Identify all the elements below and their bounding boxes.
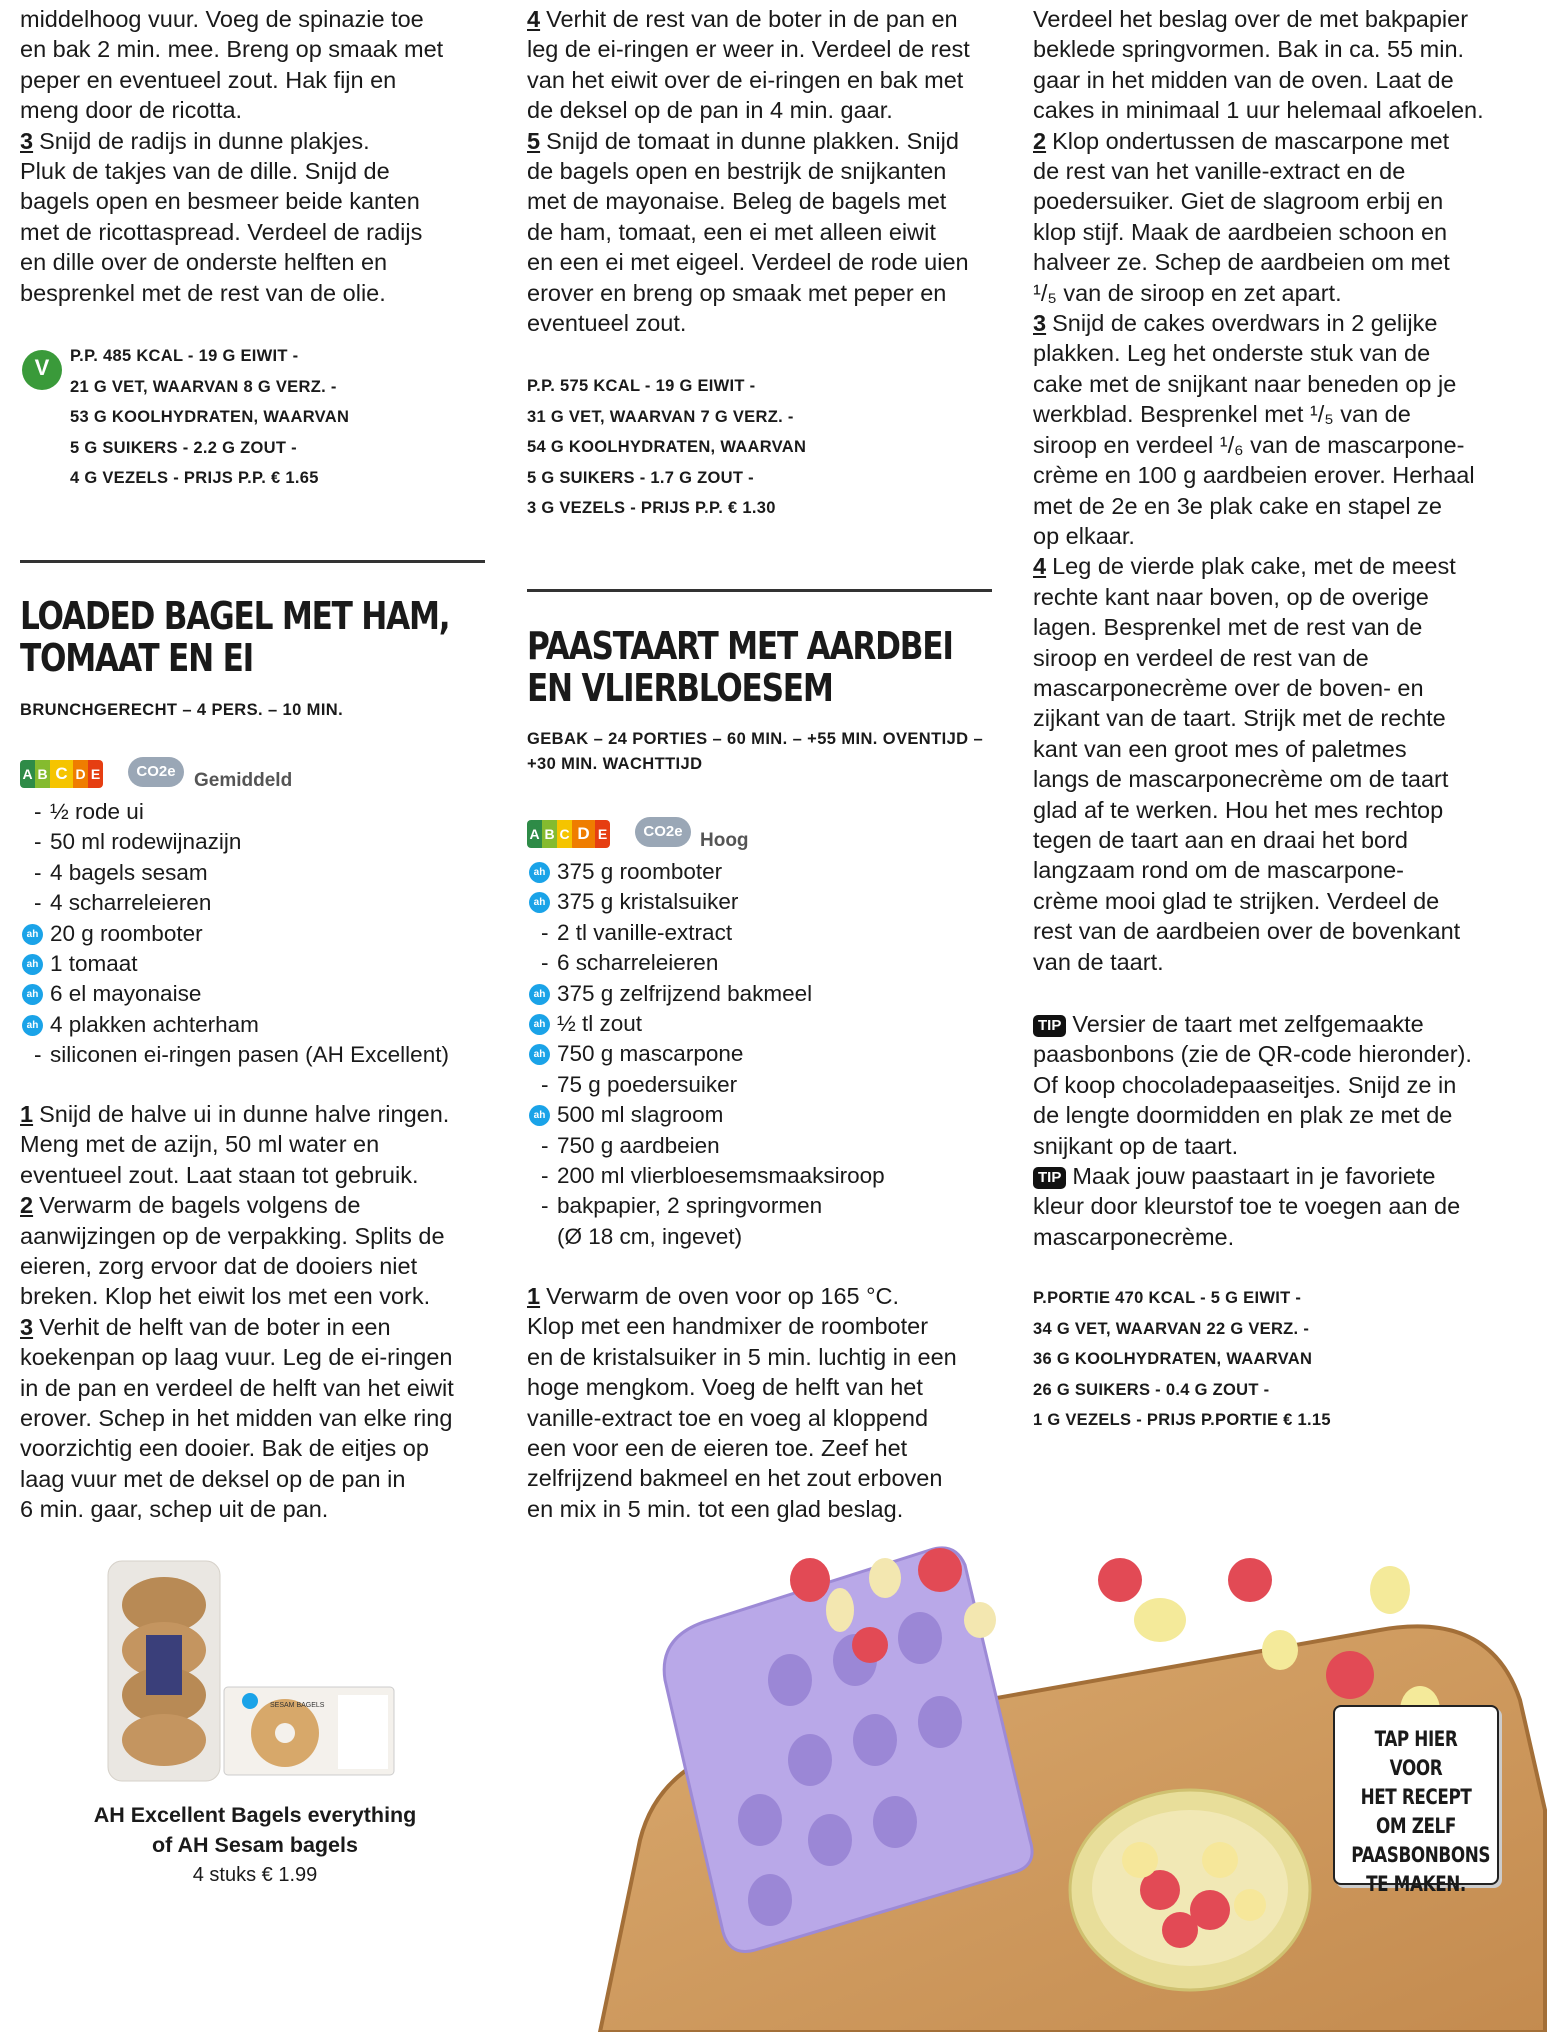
product-price: 4 stuks € 1.99 xyxy=(192,1864,318,1886)
bullet: - xyxy=(541,1132,549,1158)
text-line: lagen. Besprenkel met de rest van de xyxy=(1033,614,1423,641)
step-5 xyxy=(527,126,997,339)
text-line: eventueel zout. Laat staan tot gebruik. xyxy=(20,1161,419,1188)
ingredient-text: 750 g mascarpone xyxy=(557,1041,744,1067)
nutrition-text xyxy=(527,371,806,524)
text-line: rest van de aardbeien over de bovenkant xyxy=(1033,918,1461,945)
ingredient-text: 75 g poedersuiker xyxy=(557,1071,738,1097)
text-line: Klop ondertussen de mascarpone met xyxy=(1052,127,1450,154)
ingredient-text: 375 g roomboter xyxy=(557,859,723,884)
text-line: snijkant op de taart. xyxy=(1033,1132,1239,1159)
text-line: poedersuiker. Giet de slagroom erbij en xyxy=(1033,188,1444,215)
column-middle xyxy=(527,4,997,338)
text-line: op elkaar. xyxy=(1033,522,1135,549)
text-line: 4 G VEZELS - PRIJS P.P. € 1.65 xyxy=(70,469,319,487)
text-line: in de pan en verdeel de helft van het eiwit xyxy=(20,1374,454,1401)
nutrition-info-paastaart xyxy=(1033,1283,1331,1436)
ingredient-item xyxy=(529,1222,885,1252)
nutri-score-b: B xyxy=(542,820,557,848)
ingredient-text: 6 scharreleieren xyxy=(557,950,719,976)
ingredient-item xyxy=(529,1131,885,1161)
text-line: Snijd de cakes overdwars in 2 gelijke xyxy=(1052,310,1438,337)
ingredient-item xyxy=(529,887,885,917)
text-line: kant van een groot mes of paletmes xyxy=(1033,735,1407,762)
text-line: 3 G VEZELS - PRIJS P.P. € 1.30 xyxy=(527,499,776,517)
text-line: siroop en verdeel de rest van de xyxy=(1033,644,1369,671)
ingredient-item xyxy=(22,979,449,1009)
text-line: Verhit de helft van de boter in een xyxy=(39,1313,391,1340)
tips xyxy=(1033,1009,1523,1252)
text-line: cakes in minimaal 1 uur helemaal afkoelen. xyxy=(1033,97,1484,124)
recipe-title-bagel: LOADED BAGEL MET HAM, TOMAAT EN EI xyxy=(20,594,450,680)
text-line: kleur door kleurstof toe te voegen aan de xyxy=(1033,1193,1461,1220)
text-line: vanille-extract toe en voeg al kloppend xyxy=(527,1404,929,1431)
ah-product-icon: ah xyxy=(529,1105,550,1126)
text-line: en dille over de onderste helften en xyxy=(20,249,388,276)
text-line: 6 min. gaar, schep uit de pan. xyxy=(20,1496,329,1523)
text-line: bagels open en besmeer beide kanten xyxy=(20,188,420,215)
text-line: tegen de taart aan en draai het bord xyxy=(1033,826,1408,853)
bullet: - xyxy=(34,829,42,855)
text-line: 21 G VET, WAARVAN 8 G VERZ. - xyxy=(70,377,337,396)
nutrition-info-ricotta xyxy=(70,341,349,494)
ingredient-item xyxy=(529,948,885,978)
step-number: 2 xyxy=(20,1192,34,1219)
qr-recipe-link[interactable] xyxy=(1333,1705,1499,1896)
nutri-score-b: B xyxy=(35,760,50,788)
product-name-2: of AH Sesam bagels xyxy=(152,1833,358,1857)
ingredient-text: 500 ml slagroom xyxy=(557,1102,724,1128)
text-line: van de taart. xyxy=(1033,948,1164,975)
bullet: - xyxy=(34,1042,42,1068)
text-line: de ham, tomaat, een ei met alleen eiwit xyxy=(527,218,936,245)
nutri-score-a: A xyxy=(527,820,542,848)
steps-bagel xyxy=(20,1099,500,1525)
nutri-score-d: D xyxy=(73,760,88,788)
text-line: zelfrijzend bakmeel en het zout erboven xyxy=(527,1465,943,1492)
tip-1 xyxy=(1033,1009,1523,1161)
intro-text xyxy=(1033,4,1513,126)
divider xyxy=(527,589,992,592)
product-caption xyxy=(70,1800,440,1890)
ingredient-item xyxy=(529,979,885,1009)
text-line: meng door de ricotta. xyxy=(20,97,243,124)
text-line: besprenkel met de rest van de olie. xyxy=(20,279,386,306)
step-number: 5 xyxy=(527,127,541,154)
ingredient-text: 375 g kristalsuiker xyxy=(557,889,739,915)
text-line: van het eiwit over de ei-ringen en bak met xyxy=(527,66,964,93)
text-line: breken. Klop het eiwit los met een vork. xyxy=(20,1283,431,1310)
bullet: - xyxy=(34,890,42,916)
step-number: 3 xyxy=(20,1313,34,1340)
text-line: en mix in 5 min. tot een glad beslag. xyxy=(527,1495,904,1522)
ingredient-item xyxy=(529,1161,885,1191)
text-line: Leg de vierde plak cake, met de meest xyxy=(1052,553,1456,580)
text-line: paasbonbons (zie de QR-code hieronder). xyxy=(1033,1041,1472,1068)
text-line: peper en eventueel zout. Hak fijn en xyxy=(20,66,397,93)
step-number: 3 xyxy=(20,127,34,154)
tip-badge: TIP xyxy=(1033,1167,1066,1189)
steps-paastaart xyxy=(1033,126,1513,977)
ingredient-text: siliconen ei-ringen pasen (AH Excellent) xyxy=(50,1042,449,1068)
nutri-score-c: C xyxy=(557,820,572,848)
text-line: beklede springvormen. Bak in ca. 55 min. xyxy=(1033,36,1465,63)
text-line: Of koop chocoladepaaseitjes. Snijd ze in xyxy=(1033,1071,1457,1098)
ingredient-text: 2 tl vanille-extract xyxy=(557,919,733,945)
text-line: met de 2e en 3e plak cake en stapel ze xyxy=(1033,492,1442,519)
text-line: halveer ze. Schep de aardbeien om met xyxy=(1033,249,1450,276)
ingredient-text: ½ rode ui xyxy=(50,799,144,824)
step-1 xyxy=(20,1099,500,1190)
text-line: de deksel op de pan in 4 min. gaar. xyxy=(527,97,893,124)
step-2 xyxy=(20,1190,500,1312)
text-line: Snijd de halve ui in dunne halve ringen. xyxy=(39,1101,450,1127)
step-number: 1 xyxy=(20,1101,34,1127)
text-line: Pluk de takjes van de dille. Snijd de xyxy=(20,158,390,185)
ingredient-text: 50 ml rodewijnazijn xyxy=(50,829,242,855)
text-line: en een ei met eigeel. Verdeel de rode uien xyxy=(527,249,969,276)
text-line: langzaam rond om de mascarpone- xyxy=(1033,857,1404,884)
ingredient-item xyxy=(22,827,449,857)
ingredient-list-bagel xyxy=(22,797,449,1071)
text-line: Maak jouw paastaart in je favoriete xyxy=(1072,1163,1436,1190)
text-line: zijkant van de taart. Strijk met de rechte xyxy=(1033,705,1446,732)
text-line: 1 G VEZELS - PRIJS P.PORTIE € 1.15 xyxy=(1033,1411,1331,1429)
ingredient-text: 20 g roomboter xyxy=(50,920,203,946)
ah-product-icon: ah xyxy=(22,924,43,945)
ah-product-icon: ah xyxy=(22,1015,43,1036)
text-line: erover. Schep in het midden van elke ring xyxy=(20,1405,453,1432)
column-left xyxy=(20,4,490,308)
text-line: 36 G KOOLHYDRATEN, WAARVAN xyxy=(1033,1350,1313,1368)
ingredient-item xyxy=(529,1039,885,1069)
text-line: HET RECEPT xyxy=(1360,1785,1472,1809)
text-line: OM ZELF xyxy=(1376,1814,1456,1838)
tip-badge: TIP xyxy=(1033,1015,1066,1037)
text-line: P.PORTIE 470 KCAL - 5 G EIWIT - xyxy=(1033,1289,1302,1307)
text-line: P.P. 485 KCAL - 19 G EIWIT - xyxy=(70,347,299,365)
text-line: siroop en verdeel ¹/₆ van de mascarpone- xyxy=(1033,431,1465,458)
ingredient-item xyxy=(22,888,449,918)
ingredient-item xyxy=(529,1070,885,1100)
text-line: middelhoog vuur. Voeg de spinazie toe xyxy=(20,6,424,32)
text-line: 5 G SUIKERS - 1.7 G ZOUT - xyxy=(527,468,754,487)
ingredient-text: 750 g aardbeien xyxy=(557,1132,720,1158)
step-3 xyxy=(20,126,490,308)
text-line: aanwijzingen op de verpakking. Splits de xyxy=(20,1222,445,1249)
recipe-meta-paastaart: GEBAK – 24 PORTIES – 60 MIN. – +55 MIN. OVENTIJD – +30 MIN. WACHTTIJD xyxy=(527,730,984,773)
nutrition-info-bagel xyxy=(527,371,806,524)
nutri-score-badge xyxy=(20,760,103,788)
text-line: eventueel zout. xyxy=(527,310,687,337)
text-line: mascarponecrème over de boven- en xyxy=(1033,674,1424,701)
text-line: de rest van het vanille-extract en de xyxy=(1033,158,1406,185)
ingredient-item xyxy=(529,1009,885,1039)
nutri-score-e: E xyxy=(595,820,610,848)
text-line: Verdeel het beslag over de met bakpapier xyxy=(1033,6,1469,32)
text-line: P.P. 575 KCAL - 19 G EIWIT - xyxy=(527,377,756,395)
nutri-score-d: D xyxy=(572,820,595,848)
co2-label: Hoog xyxy=(700,830,749,851)
step-4 xyxy=(527,4,997,126)
text-line: de lengte doormidden en plak ze met de xyxy=(1033,1102,1453,1129)
bullet: - xyxy=(541,1071,549,1097)
ingredient-text: 6 el mayonaise xyxy=(50,981,202,1007)
nutri-score-c: C xyxy=(50,760,73,788)
text-line: voorzichtig een dooier. Bak de eitjes op xyxy=(20,1435,429,1462)
ingredient-item xyxy=(22,858,449,888)
text-line: klop stijf. Maak de aardbeien schoon en xyxy=(1033,218,1448,245)
text-line: werkblad. Besprenkel met ¹/₅ van de xyxy=(1033,401,1411,428)
ingredient-text: 4 bagels sesam xyxy=(50,859,208,885)
ingredient-item xyxy=(529,1191,885,1221)
text-line: mascarponecrème. xyxy=(1033,1223,1235,1250)
text-line: rechte kant naar boven, op de overige xyxy=(1033,583,1429,610)
text-line: koekenpan op laag vuur. Leg de ei-ringen xyxy=(20,1344,453,1371)
step-number: 1 xyxy=(527,1283,541,1309)
nutri-score-e: E xyxy=(88,760,103,788)
ingredient-text: ½ tl zout xyxy=(557,1010,643,1036)
text-line: Klop met een handmixer de roomboter xyxy=(527,1313,929,1340)
text-line: Verhit de rest van de boter in de pan en xyxy=(546,6,958,32)
ah-product-icon: ah xyxy=(22,984,43,1005)
product-name-1: AH Excellent Bagels everything xyxy=(93,1803,417,1827)
text-line: Verwarm de oven voor op 165 °C. xyxy=(546,1283,900,1309)
text-line: Snijd de tomaat in dunne plakken. Snijd xyxy=(546,127,959,154)
text-line: 54 G KOOLHYDRATEN, WAARVAN xyxy=(527,438,807,456)
text-line: ¹/₅ van de siroop en zet apart. xyxy=(1033,279,1342,306)
text-line: TE MAKEN. xyxy=(1366,1872,1466,1896)
text-line: Verwarm de bagels volgens de xyxy=(39,1192,361,1219)
ingredient-item xyxy=(529,1100,885,1130)
text-line: cake met de snijkant naar beneden op je xyxy=(1033,370,1457,397)
text-line: 5 G SUIKERS - 2.2 G ZOUT - xyxy=(70,438,297,457)
text-line: 34 G VET, WAARVAN 22 G VERZ. - xyxy=(1033,1319,1310,1338)
bullet: - xyxy=(541,950,549,976)
text-line: erover en breng op smaak met peper en xyxy=(527,279,947,306)
text-line: PAASBONBONS xyxy=(1351,1843,1491,1867)
text-line: TAP HIER VOOR xyxy=(1374,1727,1458,1780)
text-line: met de ricottaspread. Verdeel de radijs xyxy=(20,218,423,245)
step-number: 2 xyxy=(1033,127,1047,154)
text-line: laag vuur met de deksel op de pan in xyxy=(20,1465,406,1492)
ingredient-text: 200 ml vlierbloesemsmaaksiroop xyxy=(557,1162,885,1188)
step-3 xyxy=(20,1312,500,1525)
ingredient-item xyxy=(22,919,449,949)
step-number: 4 xyxy=(527,6,541,32)
nutrition-text xyxy=(70,341,349,494)
ah-product-icon: ah xyxy=(22,954,43,975)
text-line: een voor een de eieren toe. Zeef het xyxy=(527,1435,908,1462)
text-line: hoge mengkom. Voeg de helft van het xyxy=(527,1374,923,1401)
ah-product-icon: ah xyxy=(529,1044,550,1065)
step-2 xyxy=(1033,126,1513,308)
qr-recipe-text xyxy=(1351,1707,1491,1899)
column-right xyxy=(1033,4,1513,977)
text-line: en bak 2 min. mee. Breng op smaak met xyxy=(20,36,444,63)
ingredient-text: 4 plakken achterham xyxy=(50,1011,259,1037)
text-line: met de mayonaise. Beleg de bagels met xyxy=(527,188,947,215)
ingredient-text: (Ø 18 cm, ingevet) xyxy=(557,1223,743,1249)
text-line: leg de ei-ringen er weer in. Verdeel de rest xyxy=(527,36,970,63)
text-line: crème mooi glad te strijken. Verdeel de xyxy=(1033,887,1440,914)
nutri-score-badge xyxy=(527,820,610,848)
ah-product-icon: ah xyxy=(529,1014,550,1035)
co2-label: Gemiddeld xyxy=(194,770,293,791)
ingredient-text: bakpapier, 2 springvormen xyxy=(557,1193,823,1219)
ingredient-item xyxy=(22,949,449,979)
divider xyxy=(20,560,485,563)
step-3 xyxy=(1033,308,1513,551)
nutri-score-a: A xyxy=(20,760,35,788)
text-line: en de kristalsuiker in 5 min. luchtig in een xyxy=(527,1343,957,1370)
bullet: - xyxy=(34,859,42,885)
text-line: 53 G KOOLHYDRATEN, WAARVAN xyxy=(70,408,350,426)
intro-text xyxy=(20,4,490,126)
ah-product-icon: ah xyxy=(529,984,550,1005)
text-line: de bagels open en bestrijk de snijkanten xyxy=(527,158,947,185)
text-line: crème en 100 g aardbeien erover. Herhaal xyxy=(1033,462,1475,489)
ingredient-item xyxy=(22,1040,449,1070)
intro-paragraph xyxy=(20,4,490,126)
recipe-title-paastaart: PAASTAART MET AARDBEI EN VLIERBLOESEM xyxy=(527,624,953,710)
ingredient-text: 1 tomaat xyxy=(50,950,138,976)
ah-product-icon: ah xyxy=(529,892,550,913)
step-number: 4 xyxy=(1033,553,1047,580)
text-line: langs de mascarponecrème om de taart xyxy=(1033,766,1449,793)
text-line: 26 G SUIKERS - 0.4 G ZOUT - xyxy=(1033,1380,1270,1399)
text-line: plakken. Leg het onderste stuk van de xyxy=(1033,340,1431,367)
text-line: eieren, zorg ervoor dat de dooiers niet xyxy=(20,1253,418,1280)
bullet: - xyxy=(34,799,42,824)
co2-cloud-icon: CO2e xyxy=(635,817,691,847)
step-1-paastaart xyxy=(527,1281,1007,1524)
nutrition-text xyxy=(1033,1283,1331,1436)
ingredient-text: 375 g zelfrijzend bakmeel xyxy=(557,980,813,1006)
tip-2 xyxy=(1033,1161,1523,1252)
text-line: Snijd de radijs in dunne plakjes. xyxy=(39,127,370,154)
bullet: - xyxy=(541,1193,549,1219)
step-number: 3 xyxy=(1033,310,1047,337)
bullet: - xyxy=(541,1162,549,1188)
ingredient-list-paastaart xyxy=(529,857,885,1252)
text-line: glad af te werken. Hou het mes rechtop xyxy=(1033,796,1444,823)
text-line: Versier de taart met zelfgemaakte xyxy=(1072,1011,1424,1037)
step-4 xyxy=(1033,551,1513,977)
ingredient-item xyxy=(22,1010,449,1040)
intro-paragraph xyxy=(1033,4,1513,126)
bullet: - xyxy=(541,919,549,945)
co2-cloud-icon: CO2e xyxy=(128,757,184,787)
ingredient-item xyxy=(529,857,885,887)
recipe-meta-bagel: BRUNCHGERECHT – 4 PERS. – 10 MIN. xyxy=(20,701,344,719)
ingredient-item xyxy=(529,918,885,948)
text-line: Meng met de azijn, 50 ml water en xyxy=(20,1131,380,1158)
ah-product-icon: ah xyxy=(529,862,550,883)
ingredient-text: 4 scharreleieren xyxy=(50,890,212,916)
bagel-product-photo xyxy=(100,1555,400,1785)
vega-badge-icon: V xyxy=(22,350,62,390)
ingredient-item xyxy=(22,797,449,827)
text-line: 31 G VET, WAARVAN 7 G VERZ. - xyxy=(527,407,794,426)
pack-label: SESAM BAGELS xyxy=(270,1702,325,1709)
text-line: gaar in het midden van de oven. Laat de xyxy=(1033,66,1454,93)
